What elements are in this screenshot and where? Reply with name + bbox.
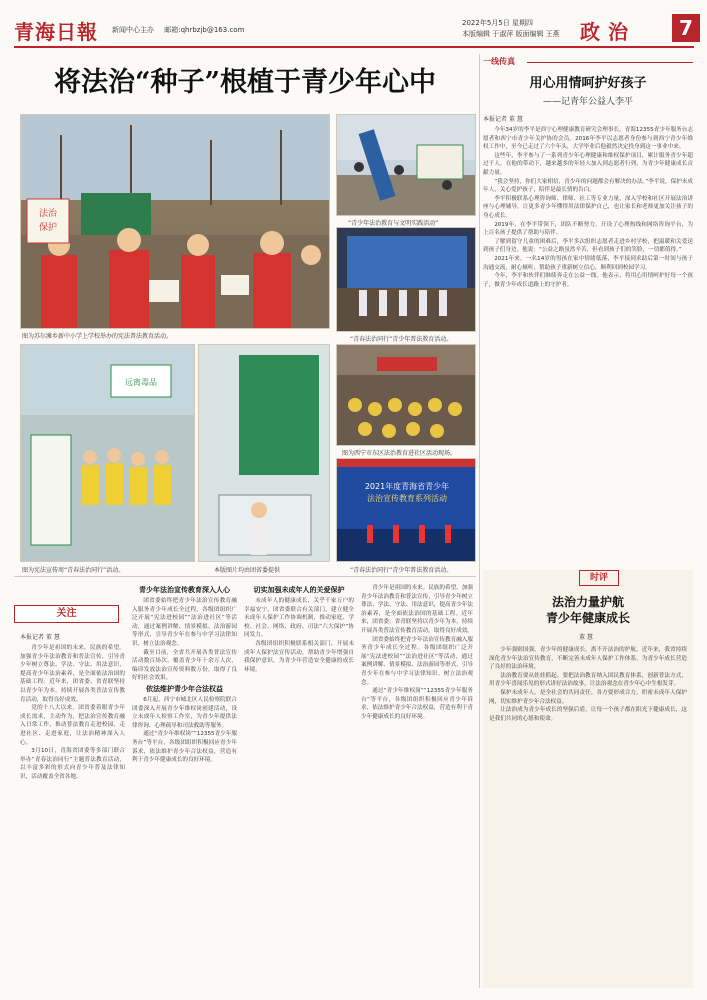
paragraph: 今年34岁的李平是西宁心理健康教育研究会理事长，青海12355青少年服务台志愿者和西宁市青少年关护协的会员。2016年李平以志愿者身份参与到西宁青少年维权工作中，至今已走过了六个年头，大学毕业后他毅然决定投身到这一事业中来。 [483,127,693,151]
caption-photo-6: 本版图片均由团省委提供 [214,567,281,574]
caption-photo-4: 图为西宁市东区法治教育进社区活动现场。 [342,450,457,457]
commentary-box [483,570,693,988]
issue-date: 2022年5月5日 [462,19,510,27]
paragraph: 青少年是祖国的未来。民族的希望。加强青少年法治教育和普法宣传，引导青少年树立尊法、学法、守法、用法意识，提高青少年法治素养，是全面依法治国的基础工程。近年来，团省委、省青联坚持以青少年为本，持续开展各类普法宣传教育活动，取得良好成效。 [361,585,473,634]
paragraph: 团省委始终把青少年法治宣传教育融入服务青少年成长全过程。各级团组织广泛开展“宪法进校园”“法治进社区”等活动，通过案例讲解、情景模拟、法治游园等形式，引导青少年在参与中学习法律知识、树立法治观念。 [132,598,237,647]
page-number: 7 [672,14,700,42]
paragraph: 这些年，李平参与了一系列青少年心理健康和维权保护项目，累计服务青少年超过千人。在他的带动下，越来越多的年轻人加入到志愿者行列，为青少年健康成长贡献力量。 [483,152,693,176]
photo-4 [336,344,476,446]
caption-photo-7: “青春法治同行”青少年普法教育活动。 [350,567,453,574]
article-col-2 [132,584,237,990]
paragraph: 团省委始终把青少年法治宣传教育融入服务青少年成长全过程。各级团组织广泛开展“宪法进校园”“法治进社区”等活动，通过案例讲解、情景模拟、法治游园等形式，引导青少年在参与中学习法律知识、树立法治观念。 [361,636,473,686]
subheading: 青少年法治宣传教育深入人心 [139,586,230,594]
commentary-tag: 时评 [579,570,619,586]
paragraph: 6月起，西宁市城北区人民检察院联合团委深入开展青少年维权岗创建活动，设立未成年人检察工作室，为青少年提供法律咨询、心理疏导和司法救助等服务。 [132,696,237,729]
issue-weekday: 星期四 [511,19,533,27]
photo-1 [20,114,330,329]
article-col-3 [244,584,354,990]
article-col-1 [20,644,125,990]
subheading: 依法维护青少年合法权益 [146,684,223,693]
photo-5 [20,344,195,562]
paragraph: 未成年人的健康成长，关乎千家万户的幸福安宁。团省委联合有关部门，建立健全未成年人保护工作协调机制，推动家庭、学校、社会、网络、政府、司法“六大保护”协同发力。 [244,598,354,639]
photo-1-sign-2: 保护 [38,223,58,233]
masthead [14,14,694,50]
article-byline: 本报记者 董 慧 [20,634,60,641]
commentary-body [489,646,687,982]
row-divider [14,576,476,577]
paragraph: 法治教育要从娃娃抓起。要把法治教育纳入国民教育体系，创新普法方式，用青少年喜闻乐见的形式讲好法治故事，让法治观念在青少年心中生根发芽。 [489,672,687,688]
commentary-title [483,594,693,626]
paragraph: 保护未成年人，是全社会的共同责任。各方要形成合力，织密未成年人保护网，切实维护青少年合法权益。 [489,689,687,705]
paragraph: 了解到留守儿童的困难后，李平多次组织志愿者走进乡村学校，把温暖和关爱送到孩子们身边。他说：“公益之路虽然辛苦，但看到孩子们的笑脸，一切都值得。” [483,238,693,254]
photo-8-banner-1: 2021年度青海省青少年 [364,482,450,491]
masthead-rule [14,46,694,48]
caption-photo-1: 图为苏尔滩乡新中小学上学校举办的宪法普法教育活动。 [22,333,173,340]
editor-line: 本版编辑 于淑萍 版面编辑 王燕 [462,30,560,38]
paragraph: 李平积极联系心理咨询师、律师、社工等专业力量，深入学校和社区开展法治讲座与心理辅导，让更多青少年懂得用法律保护自己，也让家长和老师更加关注孩子的身心成长。 [483,195,693,219]
main-headline: 将法治“种子”根植于青少年心中 [53,67,437,98]
focus-tag: 关注 [14,605,119,623]
paragraph: 党的十八大以来，团省委着眼青少年成长需求，主动作为，把法治宣传教育融入日常工作，推动普法教育走进校园、走进社区、走进家庭，让法治精神深入人心。 [20,705,125,746]
photo-1-illustration [21,115,330,329]
commentary-title-line-1: 法治力量护航 [551,595,624,609]
edition-info [462,18,560,40]
caption-photo-2: “青少年法治教育与文明实践活动” [348,220,439,227]
photo-5-banner: 远离毒品 [125,378,157,387]
photo-3 [336,227,476,332]
feature-byline: 本报记者 董 慧 [483,116,523,123]
feature-subtitle: ——记青年公益人李平 [542,97,633,107]
photo-1-sign-1: 法治 [38,209,58,219]
paragraph: 让法治成为青少年成长的坚强后盾，让每一个孩子都在阳光下健康成长，这是我们共同的心愿和使命。 [489,707,687,722]
paragraph: 青少年是祖国的未来。民族的希望。加强青少年法治教育和普法宣传，引导青少年树立尊法、学法、守法、用法意识，提高青少年法治素养，是全面依法治国的基础工程。近年来，团省委、省青联坚持以青少年为本，持续开展各类普法宣传教育活动，取得良好成效。 [20,645,125,703]
paragraph: 通过“青少年维权岗”“12355青少年服务台”等平台，各级团组织积极回应青少年诉求，依法维护青少年合法权益，营造有利于青少年健康成长的良好环境。 [361,688,473,720]
feature-tag-rule [527,62,693,63]
paragraph: 通过“青少年维权岗”“12355青少年服务台”等平台，各级团组织积极回应青少年诉求，依法维护青少年合法权益，营造有利于青少年健康成长的良好环境。 [132,731,237,764]
paragraph: “我会坚持，你们大家相信，青少年的问题都会有解决的办法。”李平说，保护未成年人，关心爱护孩子，陪伴是最长情的告白。 [483,178,693,194]
paragraph: 截至目前，全省共开展各类普法宣传活动数百场次，覆盖青少年十余万人次，编印发放法治宣传资料数万份，取得了良好的社会效果。 [132,649,237,682]
column-divider [479,54,480,988]
caption-photo-5: 图为宪法宣传周“青春法治同行”活动。 [22,567,125,574]
feature-tag: 一线传真 [483,57,515,66]
commentary-title-line-2: 青少年健康成长 [545,611,630,625]
photo-8-banner-2: 法治宣传教育系列活动 [367,494,447,503]
paragraph: 3月10日，青海省团委等多部门联合举办“青春法治同行”主题普法教育活动，以丰富多彩的形式向青少年普及法律知识，活动覆盖全省各地。 [20,748,125,780]
photo-6 [198,344,330,562]
subheading: 切实加强未成年人的关爱保护 [253,586,345,594]
newspaper-logo: 青海日報 [14,20,98,44]
feature-body [483,126,693,556]
paragraph: 少年强则国强。青少年的健康成长，离不开法治的护航。近年来，我省持续深化青少年法治宣传教育，不断完善未成年人保护工作体系，为青少年成长营造了良好的法治环境。 [489,647,687,671]
paragraph: 2021年来，一名14岁的男孩在家中情绪低落，李平接到求助后第一时间与孩子沟通交流，耐心倾听，帮助孩子重新树立信心，顺利回到校园学习。 [483,255,693,271]
photo-2 [336,114,476,216]
caption-photo-3: “青春法治同行”青少年普法教育活动。 [350,336,453,343]
photo-8 [336,458,476,562]
masthead-info [112,25,252,35]
section-title: 政治 [580,20,636,44]
paragraph: 2019年，在李平带领下，团队不断努力，开设了心理热线和网络咨询平台，为上百名孩子提供了帮助与陪伴。 [483,221,693,237]
paragraph: 今年，李平和伙伴们继续奔走在公益一线。他表示，将用心用情呵护好每一个孩子，做青少年成长道路上的守护者。 [483,273,693,288]
paragraph: 各级团组织积极联系相关部门，开展未成年人保护法宣传活动，帮助青少年增强自我保护意识，为青少年营造安全健康的成长环境。 [244,640,354,673]
masthead-web: 新闻中心主办 [112,26,154,34]
masthead-email: 邮箱:qhrbzjb@163.com [164,26,245,34]
commentary-byline: 董 慧 [579,634,593,641]
feature-title: 用心用情呵护好孩子 [529,76,647,91]
article-col-4 [361,584,473,990]
